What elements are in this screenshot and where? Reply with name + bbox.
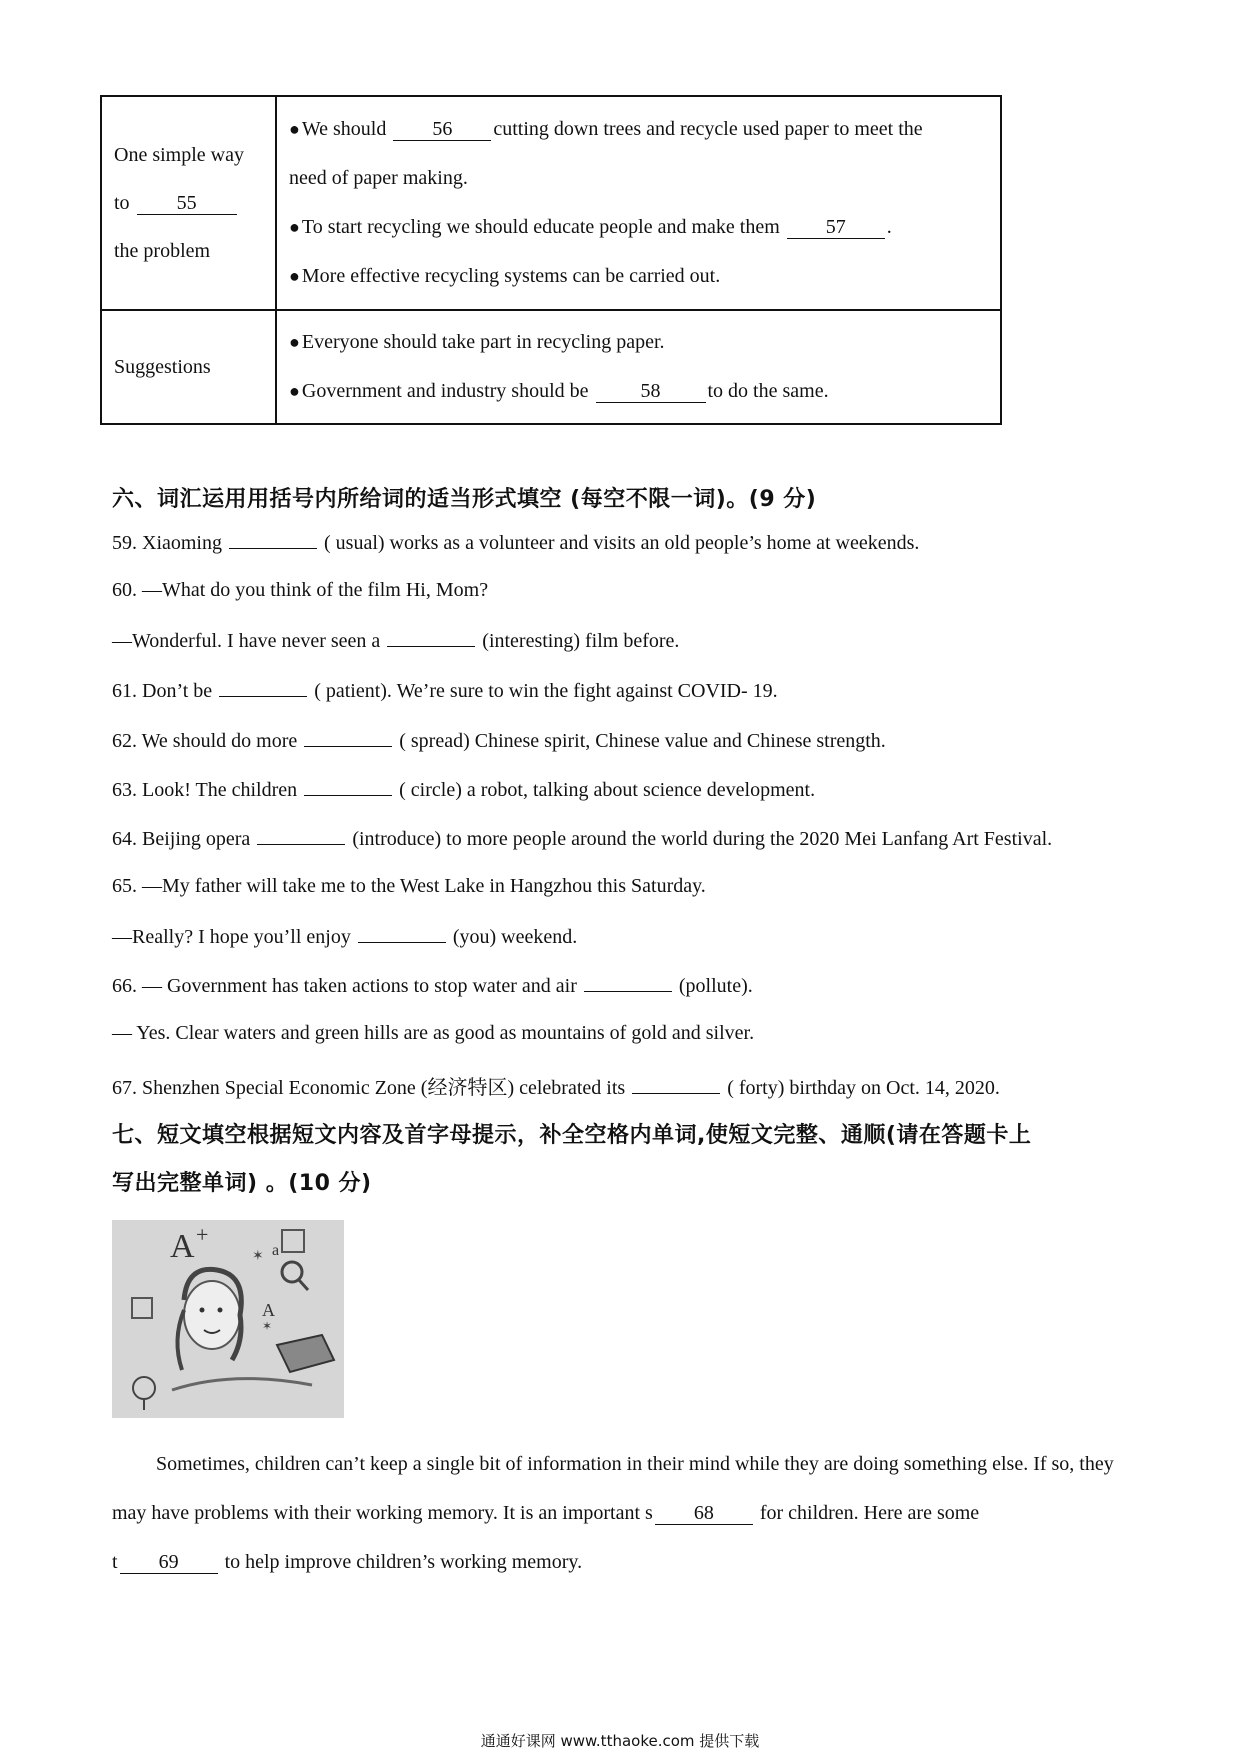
question-text: (introduce) to more people around the world during the 2020 Mei Lanfang Art Festival.	[352, 828, 1053, 850]
passage-text: Sometimes, children can’t keep a single bit of information in their mind while they are doing something else. If so, they may have problems with their working memory. It is an important s	[112, 1453, 1114, 1524]
footer-watermark: 通通好课网 www.tthaoke.com 提供下载	[480, 1732, 760, 1750]
question-line	[112, 1071, 1000, 1100]
table-cell-suggestions-label	[102, 311, 277, 423]
cell-text: To start recycling we should educate people and make them	[301, 216, 780, 238]
question-text: — Yes. Clear waters and green hills are as good as mountains of gold and silver.	[112, 1022, 755, 1044]
answer-blank[interactable]	[632, 1075, 720, 1094]
cell-line: Suggestions	[114, 356, 211, 378]
question-text: 63. Look! The children	[112, 779, 298, 801]
question-text: —Really? I hope you’ll enjoy	[112, 926, 351, 948]
figure-label: A	[170, 1228, 195, 1265]
passage-text: to help improve children’s working memory.	[224, 1551, 583, 1573]
answer-blank[interactable]	[257, 826, 345, 845]
question-text: ( circle) a robot, talking about science development.	[399, 779, 816, 801]
figure-label: a	[272, 1242, 280, 1259]
table-row	[102, 311, 1000, 423]
answer-blank[interactable]	[304, 728, 392, 747]
question-line	[112, 678, 778, 703]
cell-text: Government and industry should be	[301, 380, 589, 402]
question-text: (pollute).	[678, 975, 753, 997]
section-7-title-line1: 七、短文填空根据短文内容及首字母提示，补全空格内单词,使短文完整、通顺(请在答题卡上	[112, 1123, 1032, 1148]
question-text: ( usual) works as a volunteer and visits an old people’s home at weekends.	[324, 532, 920, 554]
figure-label: A	[262, 1300, 275, 1320]
blank-58[interactable]: 58	[596, 380, 706, 403]
passage-text: for children. Here are some	[759, 1502, 980, 1524]
blank-56[interactable]: 56	[393, 118, 491, 141]
section-7-title-line2: 写出完整单词) 。(10 分)	[112, 1171, 372, 1196]
table-cell-suggestions-content	[277, 311, 1000, 423]
question-text: 64. Beijing opera	[112, 828, 251, 850]
bullet-line	[289, 203, 990, 252]
question-text: (interesting) film before.	[482, 630, 680, 652]
cell-text: We should	[301, 118, 387, 140]
answer-blank[interactable]	[584, 973, 672, 992]
table-cell-solution-label	[102, 97, 277, 309]
question-line	[112, 826, 1052, 851]
blank-69[interactable]: 69	[120, 1551, 218, 1574]
bullet-line	[289, 318, 990, 367]
child-illustration	[112, 1220, 344, 1418]
question-text: ( patient). We’re sure to win the fight against COVID- 19.	[314, 680, 778, 702]
question-text: 61. Don’t be	[112, 680, 213, 702]
question-text: 59. Xiaoming	[112, 532, 222, 554]
bullet-icon: ●	[289, 266, 300, 286]
blank-55[interactable]: 55	[137, 192, 237, 215]
question-line	[112, 628, 679, 653]
bullet-icon: ●	[289, 381, 300, 401]
question-text: 62. We should do more	[112, 730, 298, 752]
bullet-icon: ●	[289, 332, 300, 352]
question-line	[112, 530, 919, 555]
cell-text: Everyone should take part in recycling paper.	[301, 331, 665, 353]
question-text: (you) weekend.	[452, 926, 578, 948]
cell-line: the problem	[114, 240, 211, 262]
star-icon: ✶	[262, 1319, 273, 1333]
passage-text: t	[112, 1551, 118, 1573]
question-text: 67. Shenzhen Special Economic Zone (经济特区) celebrated its	[112, 1077, 626, 1099]
table-cell-solution-content	[277, 97, 1000, 309]
answer-blank[interactable]	[358, 924, 446, 943]
answer-blank[interactable]	[229, 530, 317, 549]
question-text: ( forty) birthday on Oct. 14, 2020.	[727, 1077, 1000, 1099]
bullet-icon: ●	[289, 119, 300, 139]
question-text: 60. —What do you think of the film Hi, Mom?	[112, 579, 489, 601]
cell-line: One simple way	[114, 144, 244, 166]
bullet-line-cont: need of paper making.	[289, 167, 468, 189]
question-line	[112, 973, 753, 998]
summary-table	[100, 95, 1002, 425]
table-row	[102, 97, 1000, 311]
section-6-title: 六、词汇运用用括号内所给词的适当形式填空 (每空不限一词)。(9 分)	[112, 487, 817, 512]
question-line	[112, 579, 488, 602]
bullet-line	[289, 105, 990, 154]
bullet-line	[289, 252, 990, 301]
figure-label: +	[196, 1222, 209, 1247]
question-line	[112, 875, 706, 898]
bullet-icon: ●	[289, 217, 300, 237]
question-text: —Wonderful. I have never seen a	[112, 630, 381, 652]
cell-line	[114, 179, 275, 227]
blank-57[interactable]: 57	[787, 216, 885, 239]
cell-text: cutting down trees and recycle used paper to meet the	[493, 118, 923, 140]
illustration-icon	[112, 1220, 344, 1418]
passage-paragraph	[112, 1440, 1132, 1587]
question-line	[112, 728, 886, 753]
answer-blank[interactable]	[219, 678, 307, 697]
bullet-line	[289, 367, 990, 416]
question-text: ( spread) Chinese spirit, Chinese value and Chinese strength.	[399, 730, 886, 752]
blank-68[interactable]: 68	[655, 1502, 753, 1525]
answer-blank[interactable]	[387, 628, 475, 647]
question-line	[112, 1022, 754, 1045]
question-text: 65. —My father will take me to the West Lake in Hangzhou this Saturday.	[112, 875, 706, 897]
question-line	[112, 924, 577, 949]
cell-text: to	[114, 192, 130, 214]
star-icon: ✶	[252, 1249, 264, 1264]
cell-text: .	[886, 216, 892, 238]
answer-blank[interactable]	[304, 777, 392, 796]
cell-text: More effective recycling systems can be carried out.	[301, 265, 721, 287]
question-line	[112, 777, 815, 802]
cell-text: to do the same.	[707, 380, 829, 402]
question-text: 66. — Government has taken actions to stop water and air	[112, 975, 577, 997]
